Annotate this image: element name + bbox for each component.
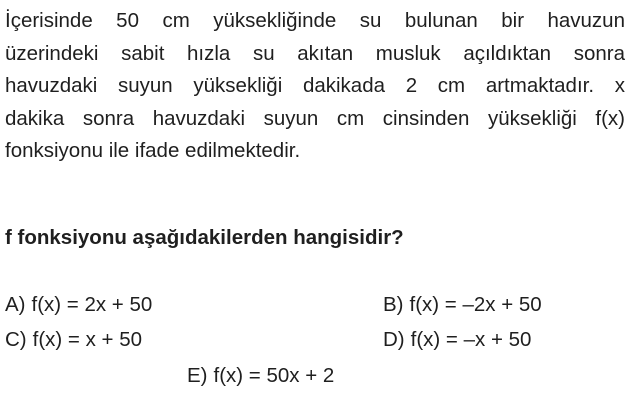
choice-text: f(x) = –x + 50 [410, 328, 532, 351]
question-line: fonksiyonu ile ifade edilmektedir. [5, 139, 301, 162]
choice-letter: D) [383, 328, 405, 351]
question-line: havuzdaki suyun yüksekliği dakikada 2 cm artmaktadır. x [5, 74, 625, 97]
choice-b[interactable] [383, 291, 542, 319]
choice-letter: B) [383, 293, 404, 316]
choice-text: f(x) = x + 50 [32, 328, 143, 351]
choice-d[interactable] [383, 326, 531, 354]
choice-letter: A) [5, 293, 26, 316]
question-text [5, 5, 625, 168]
question-prompt: f fonksiyonu aşağıdakilerden hangisidir? [5, 226, 404, 249]
choice-text: f(x) = 2x + 50 [31, 293, 153, 316]
question-line: dakika sonra havuzdaki suyun cm cinsinden yüksekliği f(x) [5, 106, 625, 130]
question-line: üzerindeki sabit hızla su akıtan musluk açıldıktan sonra [5, 41, 625, 65]
choice-letter: E) [187, 364, 208, 387]
choice-letter: C) [5, 328, 27, 351]
choice-text: f(x) = 50x + 2 [213, 364, 335, 387]
choice-a[interactable] [5, 291, 152, 319]
choice-text: f(x) = –2x + 50 [409, 293, 542, 316]
question-line: İçerisinde 50 cm yüksekliğinde su bulunan bir havuzun [5, 9, 625, 32]
choice-c[interactable] [5, 326, 142, 354]
choice-e[interactable] [187, 362, 334, 390]
